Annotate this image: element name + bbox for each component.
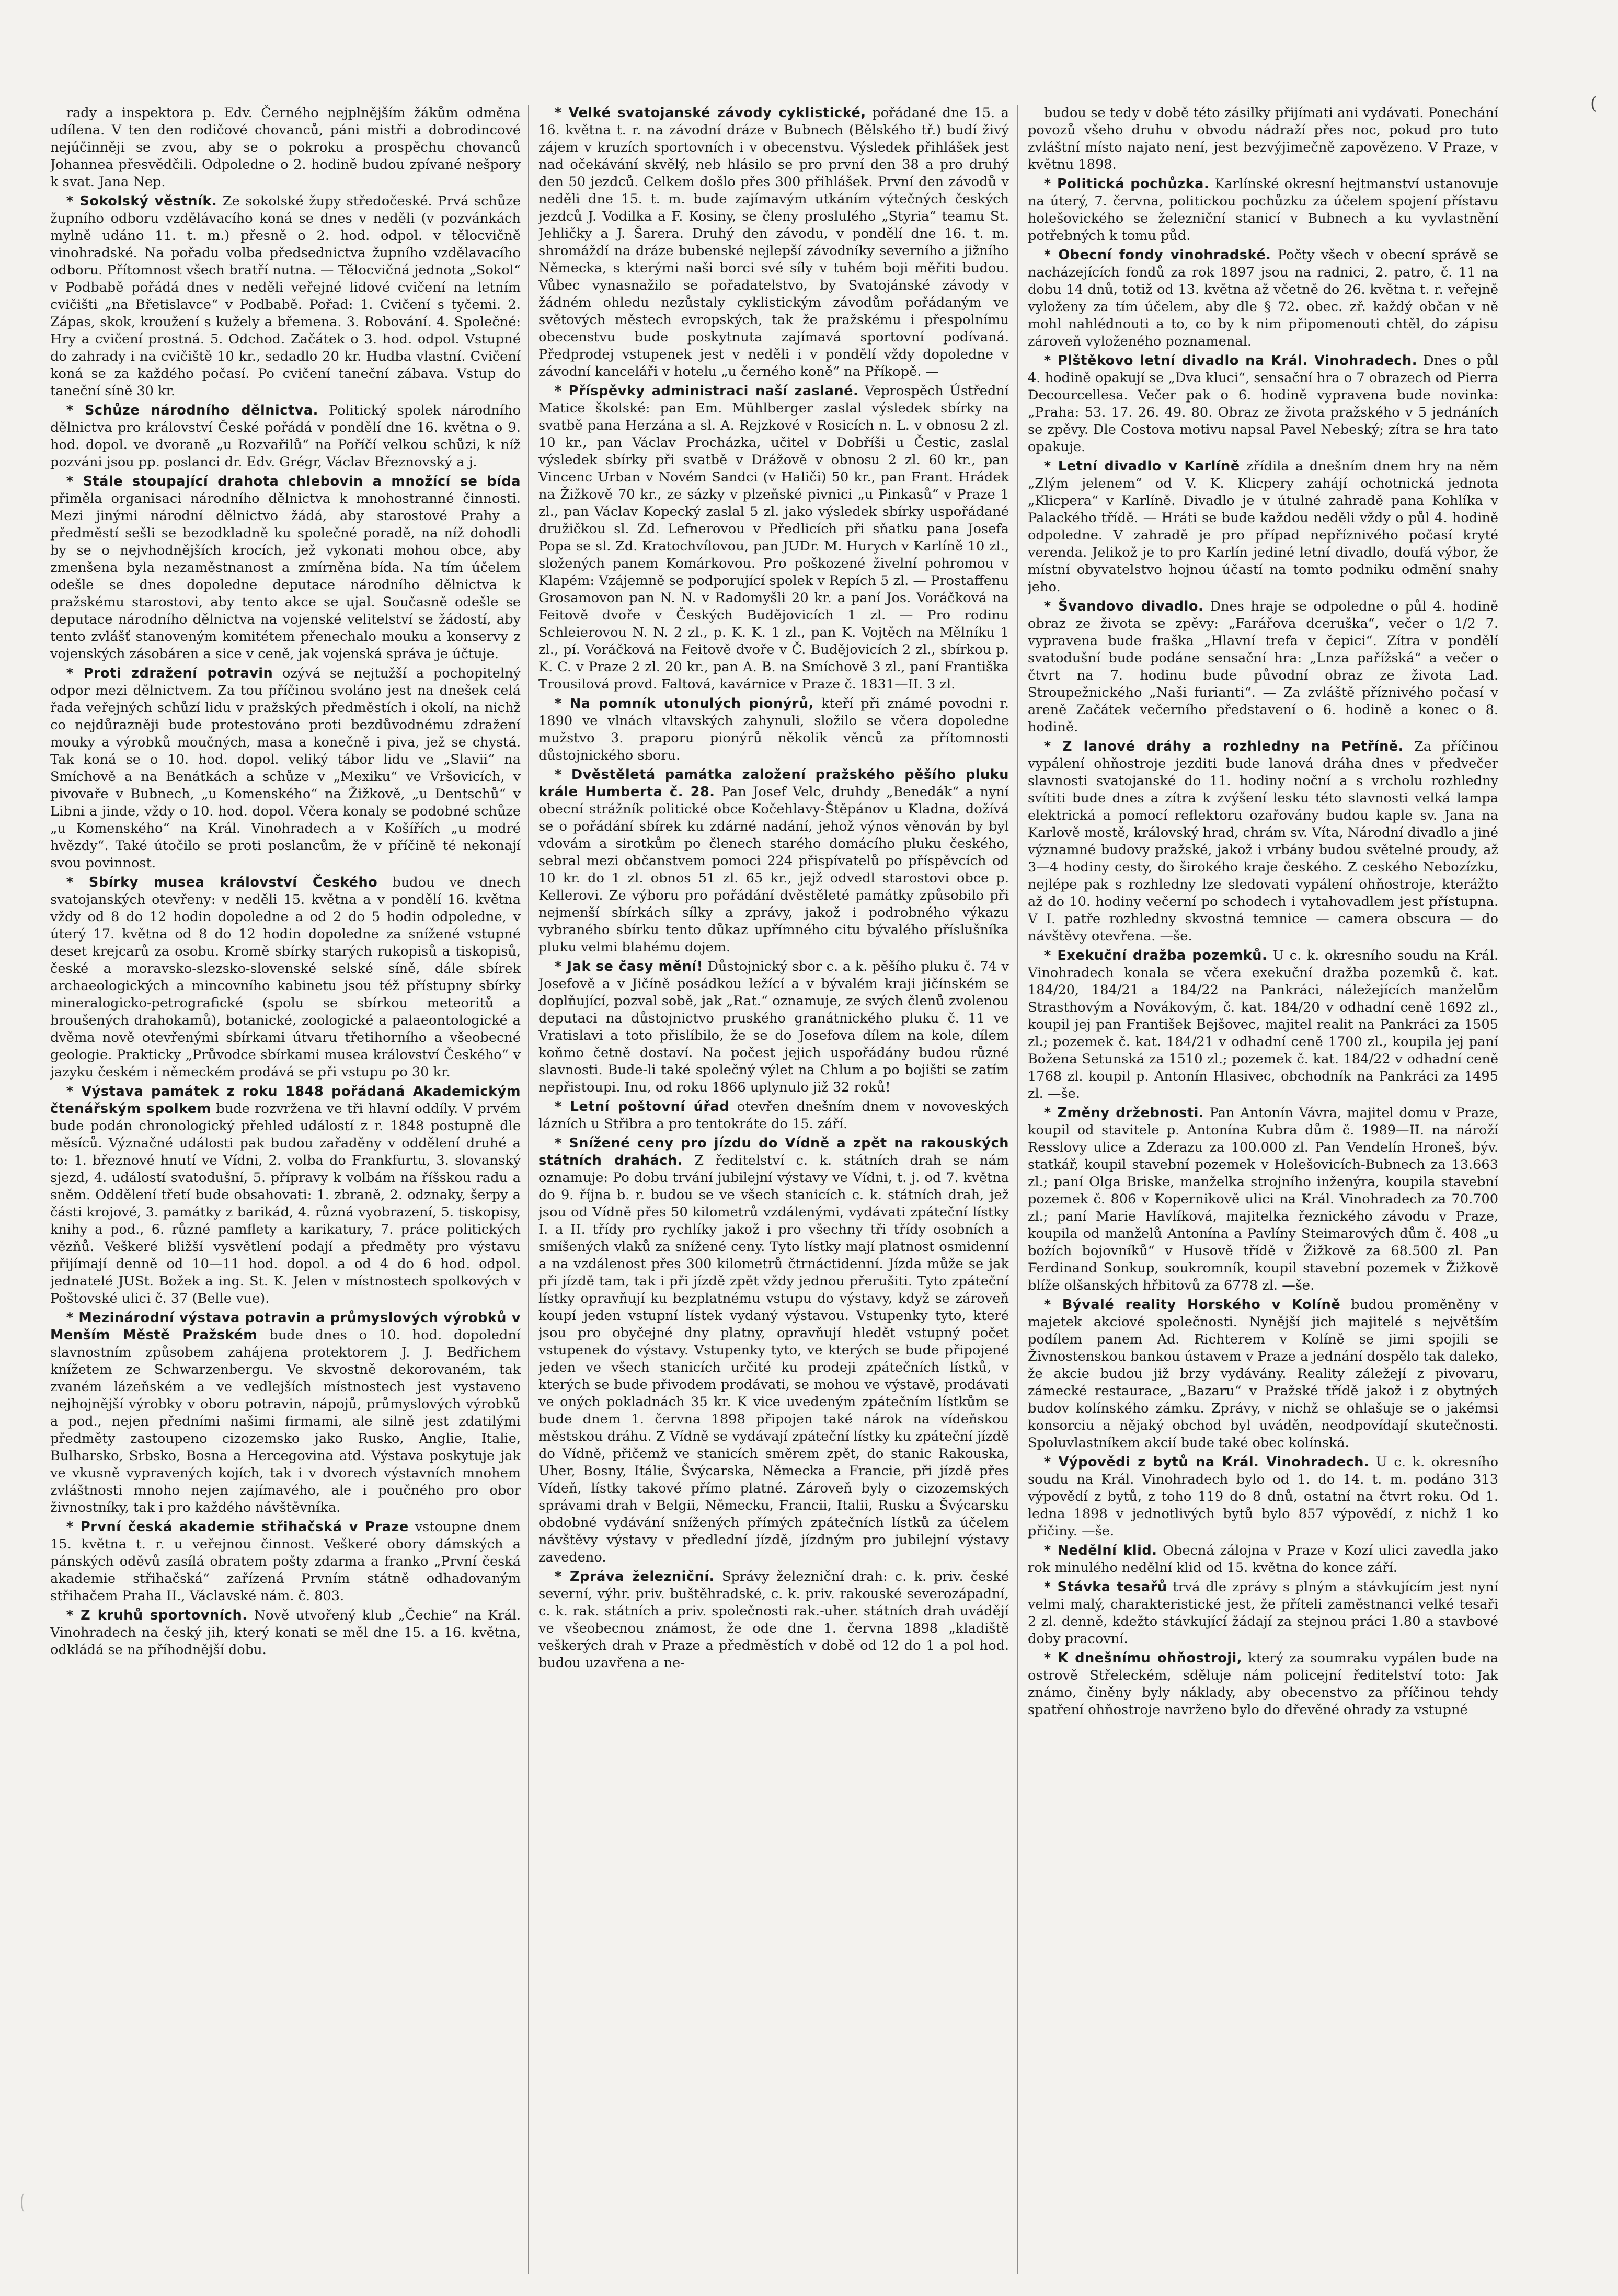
column-middle [538,105,1009,2274]
article-body: Dnes hraje se odpoledne o půl 4. hodině obraz ze života se zpěvy: „Farářova dceruška“, večer o 1/2 7. vypravena bude fraška „Hlavní trefa v čepici“. Zítra v pondělí svatodušní bude podáne sensační hra: „Lnza pařížská“ a večer o čtvrt na 7. hodinu bude původní obraz ze života Lad. Stroupežnického „Naši furianti“. — Za zvláště příznivého počasí v areně Začátek večerního představení o 6. hodině a konec o 8. hodině. [1028,599,1498,735]
article-headline: * Výstava památek z roku 1848 pořádaná Akademickým čtenářským spolkem [50,1084,521,1117]
article-paragraph [1028,1542,1498,1577]
article-body: který za soumraku vypálen bude na ostrově Střeleckém, sděluje nám policejní ředitelství toto: Jak známo, činěny byly náklady, aby obecenstvo za příčinou tehdy spatření ohňostroje navrženo bylo do dřevěné ohrady za vstupné [1028,1650,1498,1718]
article-headline: * K dnešnímu ohňostroji, [1043,1650,1242,1666]
article [1028,947,1498,1103]
article [538,1098,1009,1133]
article-headline: * Sokolský věstník. [66,193,217,209]
article-body: Důstojnický sbor c. a k. pěšího pluku č. 74 v Josefově a v Jičíně posádkou ležící a v bývalém kraji jičínském se doplňující, pozval sobě, jak „Rat.“ oznamuje, ze svých členů zvolenou deputaci na důstojnictvo pruského granátnického pluku č. 11 ve Vratislavi a toto přislíbilo, že se do Josefova dílem na kole, dílem koňmo četně dostaví. Na počest jejich uspořádány budou různé slavnosti. Bude-li také společný výlet na Chlum a po bojišti se zatím nepřistoupi. Inu, od roku 1866 uplynulo již 32 roků! [538,959,1009,1095]
article-headline: * První česká akademie střihačská v Praze [66,1519,409,1535]
article-paragraph [1028,458,1498,596]
article-paragraph [1028,105,1498,174]
article [1028,1296,1498,1452]
article-headline: * Velké svatojanské závody cyklistické, [554,105,866,121]
article-paragraph [538,1568,1009,1672]
binding-edge-mark [21,2193,28,2212]
article-body: budou proměněny v majetek akciové společnosti. Nynější jich majitelé s největším podílem panem Ad. Richterem v Kolíně se jimi spojili se Živnostenskou bankou ústavem v Praze a jednání dospělo tak daleko, že akcie budou již brzy vydávány. Reality záležejí z pivovaru, zámecké restaurace, „Bazaru“ v Pražské třídě jakož i z obytných budov kolínského zámku. Zprávy, v nichž se ohlašuje se o jakémsi konsorciu a nějaký obchod byl uváděn, neodpovídají skutečnosti. Spoluvlastníkem akcií bude také obec kolínská. [1028,1297,1498,1451]
article-paragraph [50,874,521,1081]
article-body: U c. k. okresního soudu na Král. Vinohradech konala se včera exekuční dražba pozemků č. kat. 184/20, 184/21 a 184/22 na Pankráci, náležejících manželům Strasthovým a Novákovým, č. kat. 184/20 v odhadní ceně 1692 zl., koupil jej pan František Bejšovec, majitel realit na Pankráci za 1505 zl.; pozemek č. kat. 184/21 v odhadní ceně 1700 zl., koupila jej paní Božena Setunská za 1510 zl.; pozemek č. kat. 184/22 v odhadní ceně 1768 zl. koupil p. Antonín Hlasivec, obchodník na Pankráci za 1495 zl. —še. [1028,948,1498,1101]
article [1028,352,1498,456]
article-body: kteří při známé povodni r. 1890 ve vlnách vltavských zahynuli, složilo se včera dopoledne mužstvo 3. praporu pionýrů několik věnců za přítomnosti důstojnického sboru. [538,696,1009,763]
article-body: Ze sokolské župy středočeské. Prvá schůze župního odboru vzdělávacího koná se dnes v neděli (v pozvánkách mylně udáno 11. t. m.) přesně o 2. hod. odpol. v tělocvičně vinohradské. Na pořadu volba předsednictva župního vzdělavacího odboru. Přítomnost všech bratří nutna. — Tělocvičná jednota „Sokol“ v Podbabě pořádá dnes v neděli veřejné lidové cvičení na letním cvičišti „na Břetislavce“ v Podbabě. Pořad: 1. Cvičení s tyčemi. 2. Zápas, skok, kroužení s kužely a břemena. 3. Robování. 4. Společné: Hry a cvičení prostná. 5. Odchod. Začátek o 3. hod. odpol. Vstupné do zahrady i na cvičiště 10 kr., sedadlo 20 kr. Hudba vlastní. Cvičení koná se za každého počasí. Po cvičení taneční zábava. Vstup do taneční síně 30 kr. [50,193,521,399]
article-headline: * Proti zdražení potravin [66,665,273,681]
article-headline: * Dvěstěletá památka založení pražského pěšího pluku krále Humberta č. 28. [538,767,1009,800]
article [1028,105,1498,174]
article [50,193,521,400]
article-paragraph [1028,1579,1498,1648]
article-headline: * Sbírky musea království Českého [66,875,378,890]
article-body: budou ve dnech svatojanských otevřeny: v neděli 15. května a v pondělí 16. května vždy od 8 do 12 hodin dopoledne a od 2 do 5 hodin odpoledne, v úterý 17. května od 8 do 12 hodin dopoledne za snížené vstupné deset krejcarů za osobu. Kromě sbírky starých rukopisů a tiskopisů, české a moravsko-slezsko-slovenské selské síně, dále sbírek archaeologických a mincovního kabinetu jsou též přístupny sbírky mineralogicko-petrografické (spolu se sbírkou meteoritů a broušených drahokamů), botanické, zoologické a palaeontologické a dvěma nově otevřenými sbírkami útvaru třetihorního a všeobecné geologie. Prakticky „Průvodce sbírkami musea království Českého“ v jazyku českém i německém prodává se při vstupu po 30 kr. [50,875,521,1080]
article-headline: * Letní poštovní úřad [554,1099,730,1115]
article-paragraph [538,695,1009,764]
article-paragraph [1028,1296,1498,1452]
article [538,766,1009,956]
column-left [50,105,521,2274]
article-headline: * Politická pochůzka. [1043,176,1210,192]
article-paragraph [1028,947,1498,1103]
article [50,473,521,663]
article-paragraph [538,766,1009,956]
article-body: Veprospěch Ústřední Matice školské: pan Em. Mühlberger zaslal výsledek sbírky na svatbě pana Herzána a sl. A. Rejzkové v Rosicích n. L. v obnosu 2 zl. 10 kr., pan Václav Procházka, učitel v Dobříši u Čestic, zaslal výsledek sbírky při svatbě v Drážově v obnosu 2 zl. 60 kr., pan Vincenc Urban v Novém Sandci (v Haliči) 50 kr., pan Frant. Hrádek na Žižkově 70 kr., ze sázky v plzeňské pivnici „u Pinkasů“ v Praze 1 zl., pan Václav Kopecký zaslal 5 zl. jako výsledek sbírky uspořádané družičkou sl. Zd. Lefnerovou v Předlicích při sňatku pana Josefa Popa se sl. Zd. Kratochvílovou, pan JUDr. M. Hurych v Karlíně 10 zl., složených panem Komárkovou. Pro poškozené živelní pohromou v Klapém: Vzájemně se podporující spolek v Repích 5 zl. — Prostaffenu Grosamovon pan N. N. v Radomyšli 20 kr. a paní Jos. Voráčková na Feitově dvoře v Českých Budějovicích 1 zl. — Pro rodinu Schleierovou N. N. 2 zl., p. K. K. 1 zl., pan K. Vojtěch na Mělníku 1 zl., pí. Voráčková na Feitově dvoře v Č. Budějovicích 2 zl., sbírkou p. K. C. v Praze 2 zl. 20 kr., pan A. B. na Smíchově 3 zl., paní Františka Trousilová provd. Faltová, kavárnice v Praze č. 1831—II. 3 zl. [538,383,1009,692]
article-headline: * Jak se časy mění! [554,959,703,974]
article-body: zřídila a dnešním dnem hry na něm „Zlým jelenem“ od V. K. Klicpery zahájí ochotnická jednota „Klicpera“ v Karlíně. Divadlo je v útulné zahradě pana Kohlíka v Palackého třídě. — Hráti se bude každou neděli vždy o půl 4. hodině odpoledne. V zahradě je pro případ nepříznivého počasí kryté verenda. Jelikož je to pro Karlín jediné letní divadlo, doufá výbor, že místní obyvatelstvo hojnou účastí na tomto podniku odmění snahy jeho. [1028,458,1498,595]
article-body: Karlínské okresní hejtmanství ustanovuje na úterý, 7. června, politickou pochůzku za účelem spojení přístavu holešovického se železniční stanicí v Bubnech a ku vyvlastnění potřebných k tomu půd. [1028,176,1498,244]
article [1028,1650,1498,1719]
article-paragraph [538,1135,1009,1566]
article [1028,1579,1498,1648]
article [50,1519,521,1605]
article-paragraph [50,402,521,471]
article-body: vstoupne dnem 15. května t. r. u veřejnou činnost. Veškeré obory dámských a pánských oděvů zasílá obratem pošty zdarma a franko „První česká akademie střihačská“ zařízená Prvním státně odhadovaným střihačem Praha II., Václavské nám. č. 803. [50,1519,521,1604]
article-body: ozývá se nejtužší a pochopitelný odpor mezi dělnictvem. Za tou příčinou svoláno jest na dnešek celá řada veřejných schůzí lidu v pražských předměstích i okolí, na nichž co nejdůrazněji bude protestováno proti bezdůvodnému zdražení mouky a výrobků moučných, masa a konečně i piva, jež se chystá. Tak koná se o 10. hod. dopol. veliký tábor lidu ve „Slavii“ na Smíchově a na Benátkách a schůze v „Mexiku“ ve Vršovicích, v pivovaře v Bubnech, „u Komenského“ na Žižkově, „u Dentschů“ v Libni a jinde, vždy o 10. hod. dopol. Včera konaly se podobné schůze „u Komenského“ na Král. Vinohradech a v Košířích „u modré hvězdy“. Také útočilo se proti poslancům, že v příčině té nekonají svou povinnost. [50,665,521,871]
column-rule [1017,105,1018,2274]
column-right [1028,105,1498,2274]
article-paragraph [50,1607,521,1659]
article-paragraph [1028,1650,1498,1719]
article-body: Dnes o půl 4. hodině opakují se „Dva kluci“, sensační hra o 7 obrazech od Pierra Decourcellesa. Večer pak o 6. hodině vypravena bude novinka: „Praha: 53. 17. 26. 49. 80. Obraz ze života pražského v 5 jednáních se zpěvy. Dle Costova motivu napsal Pavel Nebeský; zítra se hra tato opakuje. [1028,353,1498,455]
article-paragraph [1028,738,1498,945]
article [538,1568,1009,1672]
article-headline: * Švandovo divadlo. [1043,599,1204,614]
article-body: Pan Antonín Vávra, majitel domu v Praze, koupil od stavitele p. Antonína Kubra dům č. 1989—II. na nároží Resslovy ulice a Zderazu za 100.000 zl. Pan Vendelín Hroneš, býv. statkář, koupil stavební pozemek v Holešovicích-Bubnech za 13.663 zl.; paní Olga Briske, manželka strojního inženýra, koupila stavební pozemek č. 806 v Kopernikově ulici na Král. Vinohradech za 70.700 zl.; paní Marie Havlíková, majitelka řeznického závodu v Praze, koupila od manželů Antonína a Pavlíny Steimarových dům č. 408 „u bożích bojovníků“ v Husově třídě v Žižkově za 68.500 zl. Pan Ferdinand Sonkup, soukromník, koupil stavební pozemek v Žižkově blíže olšanských hřbitovů za 6778 zl. —še. [1028,1105,1498,1293]
article-body: trvá dle zprávy s plným a stávkujícím jest nyní velmi malý, charakteristické jest, že příteli zaměstnanci velké tesaři 2 zl. denně, kdežto stávkující žádají za stejnou práci 1.80 a stavbové doby pracovní. [1028,1579,1498,1647]
article-headline: * Změny držebnosti. [1043,1105,1204,1121]
article-body: Nově utvořený klub „Čechie“ na Král. Vinohradech na český jih, který konati se měl dne 15. a 16. května, odkládá se na příhodnější dobu. [50,1608,521,1658]
article-paragraph [1028,247,1498,350]
article-paragraph [50,665,521,872]
column-rule [528,105,529,2274]
article [50,1607,521,1659]
article-headline: * Exekuční dražba pozemků. [1043,948,1268,963]
article-headline: * Z lanové dráhy a rozhledny na Petříně. [1043,739,1404,754]
article [1028,1542,1498,1577]
article-paragraph [50,1310,521,1517]
article-headline: * Příspěvky administraci naší zaslané. [554,383,859,399]
article [538,958,1009,1096]
article-paragraph [50,105,521,191]
article [1028,458,1498,596]
article-paragraph [538,105,1009,381]
article-headline: * Letní divadlo v Karlíně [1043,458,1240,474]
article-body: pořádané dne 15. a 16. května t. r. na závodní dráze v Bubnech (Bělského tř.) budí živý zájem v kruzích sportovních i v obecenstvu. Výsledek přihlášek jest nad očekávání skvělý, neb hlásilo se pro první den 38 a pro druhý den 50 jezdců. Celkem došlo přes 300 přihlášek. První den závodů v neděli dne 15. t. m. bude zajímavým utkáním výtečných českých jezdců J. Vodilka a F. Kosiny, se členy proslulého „Styria“ teamu St. Jehličky a J. Šarera. Druhý den závodu, v pondělí dne 16. t. m. shromáždí na dráze bubenské nejlepší závodníky severního a jižního Německa, s kterými naši borci své síly v tuhém boji měřiti budou. Vůbec vynasnažilo se pořadatelstvo, by Svatojánské závody v žádném ohledu nezůstaly cyklistickým závodům pořádaným ve světových městech evropských, tak že pražskému i přespolnímu obecenstvu bude poskytnuta zajímavá sportovní podívaná. Předprodej vstupenek jest v neděli i v pondělí vždy dopoledne v závodní kanceláři v hotelu „u černého koně“ na Příkopě. — [538,105,1009,380]
article-body: Politický spolek národního dělnictva pro království České pořádá v pondělí dne 16. května o 9. hod. dopol. ve dvoraně „u Rozvařilů“ na Poříčí velkou schůzi, k níž pozváni jsou pp. poslanci dr. Edv. Grégr, Václav Březnovský a j. [50,403,521,470]
article-headline: * Snížené ceny pro jízdu do Vídně a zpět na rakouských státních drahách. [538,1135,1009,1168]
article [50,402,521,471]
article [1028,598,1498,736]
article [1028,738,1498,945]
article [538,383,1009,693]
article-body: přiměla organisaci národního dělnictva k mnohostranné činnosti. Mezi jinými národní dělnictvo žádá, aby starostové Prahy a předměstí sešli se bezodkladně ku společné poradě, na níž dohodli by se o nejvhodnějších krocích, jež vykonati mohou obce, aby zmenšena byla nezaměstnanost a zmírněna bída. Na tím účelem odešle se dnes dopoledne deputace národního dělnictva k pražskému starostovi, aby tento akce se ujal. Současně odešle se deputace národního dělnictva na vojenské velitelství se žádostí, aby tento zvlášť stanoveným komitétem přenechalo mouku a konservy z vojenských zásobáren a sice v ceně, jak vojenská správa je účtuje. [50,491,521,662]
article-body: otevřen dnešním dnem v novoveských lázních u Střibra a pro tentokráte do 15. září. [538,1099,1009,1132]
article [1028,176,1498,245]
article-paragraph [1028,352,1498,456]
article-paragraph [538,958,1009,1096]
scan-corner-mark: ( [1590,93,1598,114]
article-paragraph [1028,1105,1498,1294]
article-headline: * Stále stoupající drahota chlebovin a množící se bída [66,474,521,489]
article [538,1135,1009,1566]
article-headline: * Z kruhů sportovních. [66,1608,248,1623]
article-body: Správy železniční drah: c. k. priv. české severní, výhr. priv. buštěhradské, c. k. priv. rakouské severozápadní, c. k. rak. státních a priv. společnosti rak.-uher. státních drah uvádějí ve všeobecnou známost, že ode dne 1. června 1898 „kladiště veškerých drah v Praze a předměstích v době od 12 do 1 a pol hod. budou uzavřena a ne- [538,1569,1009,1671]
article-paragraph [1028,176,1498,245]
article-body: Z ředitelství c. k. státních drah se nám oznamuje: Po dobu trvání jubilejní výstavy ve Vídni, t. j. od 7. května do 9. října b. r. budou se ve všech stanicích c. k. státních drah, jež jsou od Vídně přes 50 kilometrů vzdálenými, vydávati zpáteční lístky I. a II. třídy pro rychlíky jakož i pro všechny tři třídy osobních a smíšených vlaků za snížené ceny. Tyto lístky mají platnost osmidenní a na vzdálenost přes 300 kilometrů čtrnáctidenní. Jízda může se jak při jízdě tam, tak i při jízdě zpět vždy jednou přerušiti. Tyto zpáteční lístky opravňují ku bezplatnému vstupu do výstavy, když se zároveň koupí jeden vstupní lístek vydaný výstavou. Vstupenky tyto, které jsou pro obyčejné dny platny, opravňují hledět vstupný počet vstupenek do výstavy. Vstupenky tyto, ve kterých se bude připojené jeden ve všech stanicích určité ku prodeji zpátečních lístků, v kterých se bude přivodem prodávati, se mohou ve výstavě, prodávati ve oných pokladnách 35 kr. K vice uvedeným zpátečním lístkům se bude dnem 1. června 1898 připojen také nárok na vídeňskou městskou dráhu. Z Vídně se vydávají zpáteční lístky ku zpáteční jízdě do Vídně, přičemž ve stanicích směrem zpět, do stanic Rakouska, Uher, Bosny, Itálie, Švýcarska, Německa a Francie, při jízdě přes Vídeň, lístky takové přímo platné. Zároveň byly o cizozemských správami drah v Belgii, Německu, Francii, Italii, Rusku a Švýcarsku obdobné vydávání snížených přímých zpátečních lístků za účelem návštěvy výstavy v předlední jízdě, jízdným pro jubilejní výstavy zavedeno. [538,1153,1009,1565]
article [538,695,1009,764]
article [50,1310,521,1517]
article-headline: * Bývalé reality Horského v Kolíně [1043,1297,1341,1313]
article [1028,247,1498,350]
article-body: rady a inspektora p. Edv. Černého nejplnějším žákům odměna udílena. V ten den rodičové chovanců, páni mistři a dobrodincové nejúčinněji se zvou, aby se o pokroku a prospěchu chovanců Johannea přesvědčili. Odpoledne o 2. hodině budou zpívané nešpory k svat. Jana Nep. [50,105,521,190]
article-headline: * Plštěkovo letní divadlo na Král. Vinohradech. [1043,353,1417,369]
article-paragraph [50,1083,521,1307]
article [50,665,521,872]
article-body: U c. k. okresního soudu na Král. Vinohradech bylo od 1. do 14. t. m. podáno 313 výpovědí z bytů, z toho 119 do 8 dnů, ostatní na čtvrt roku. Od 1. ledna 1898 v jednotlivých bytů bylo 857 výpovědí, z nichž 1 ko přičiny. —še. [1028,1454,1498,1539]
article-paragraph [50,1519,521,1605]
article [50,1083,521,1307]
article-headline: * Stávka tesařů [1043,1579,1167,1595]
article-headline: * Obecní fondy vinohradské. [1043,247,1271,263]
article-body: Za příčinou vypálení ohňostroje jezditi bude lanová dráha dnes v předvečer slavnosti svatojanské do 11. hodiny noční a s vrcholu rozhledny svítiti bude dnes a zítra k zvýšení lesku této slavnosti velká lampa elektrická a pomocí reflektoru ozařovány budou kaple sv. Jana na Karlově mostě, královský hrad, chrám sv. Víta, Národní divadlo a jiné významné budovy pražské, jakož i vrbány budou světelné proudy, až 3—4 hodiny cesty, do širokého kraje českého. Z ceského Nebozízku, nejlépe pak s rozhledny lze sledovati vypálení ohňostroje, kterážto až do 10. hodiny večerní po schodech i vytahovadlem jest přístupna. V I. patře rozhledny skvostná temnice — camera obscura — do návštěvy otevřena. —še. [1028,739,1498,944]
article-paragraph [50,473,521,663]
article-paragraph [50,193,521,400]
article-paragraph [538,383,1009,693]
article-body: Obecná zálojna v Praze v Kozí ulici zavedla jako rok minulého nedělní klid od 15. května do konce září. [1028,1543,1498,1576]
article-paragraph [1028,1454,1498,1540]
article [50,105,521,191]
article-body: Pan Josef Velc, druhdy „Benedák“ a nyní obecní strážník politické obce Kočehlavy-Štěpánov u Kladna, dožívá se o pořádání sbírek ku zdárné nadání, jehož výnos věnován by byl vdovám a sirotkům po členech starého domácího pluku českého, sebral mezi občanstvem pomoci 224 přispívatelů po příspěvcích od 10 kr. do 1 zl. obnos 51 zl. 65 kr., jejž odvedl starostovi obce p. Kellerovi. Ze výboru pro pořádání dvěstěleté památky způsobilo při nejmenší sbírkách sílky a zprávy, jakož i podrobného výkazu vybraného sbírku tento důkaz upřímného citu bývalého příslušníka pluku velmi blahému dojem. [538,784,1009,955]
article-paragraph [538,1098,1009,1133]
article-headline: * Nedělní klid. [1043,1543,1157,1558]
article [538,105,1009,381]
article-paragraph [1028,598,1498,736]
article-body: bude rozvržena ve tři hlavní oddíly. V prvém bude podán chronologický přehled událostí z r. 1848 postupně dle měsíců. Význačné události pak budou zařaděny v oddělení druhé a to: 1. březnové hnutí ve Vídni, 2. volba do Frankfurtu, 3. slovanský sjezd, 4. událostí svatodušní, 5. přípravy k volbám na říšskou radu a sněm. Oddělení třetí bude obsahovati: 1. zbraně, 2. odznaky, šerpy a části krojové, 3. památky z barikád, 4. různá vyobrazení, 5. tiskopisy, knihy a pod., 6. různé pamflety a karikatury, 7. práce politických vězňů. Veškeré bližší vysvětlení podají a předměty pro výstavu přijímají denně od 10—11 hod. dopol. a od 4 do 6 hod. odpol. jednatelé JUSt. Božek a ing. St. K. Jelen v místnostech spolkových v Poštovské ulici č. 37 (Belle vue). [50,1101,521,1306]
article-body: Počty všech v obecní správě se nacházejících fondů za rok 1897 jsou na radnici, 2. patro, č. 11 na dobu 14 dnů, totiž od 13. května až včetně do 26. května t. r. veřejně vyloženy za tím účelem, aby dle § 72. obec. zř. každý občan v ně mohl nahlédnouti a to, co by k nim připomenouti chtěl, do zápisu zároveň vyloženého poznamenal. [1028,247,1498,349]
article-headline: * Výpovědi z bytů na Král. Vinohradech. [1043,1454,1370,1470]
article-headline: * Schůze národního dělnictva. [66,403,318,418]
article-headline: * Zpráva železniční. [554,1569,715,1585]
article-body: budou se tedy v době této zásilky přijímati ani vydávati. Ponechání povozů všeho druhu v obvodu nádraží přes noc, pokud pro tuto zvláštní místo najato není, jest bezvýjimečně zapovězeno. V Praze, v květnu 1898. [1028,105,1498,173]
article-body: bude dnes o 10. hod. dopolední slavnostním způsobem zahájena protektorem J. J. Bedřichem knížetem ze Schwarzenbergu. Ve skvostně dekorovaném, tak zvaném lázeňském a ve vedlejších místnostech jest vystaveno nejhojnější výrobky v oboru potravin, nápojů, průmyslových výrobků a pod., nejen předními našimi firmami, ale silně jest zdatilými předměty zastoupeno cizozemsko jako Rusko, Anglie, Italie, Bulharsko, Srbsko, Bosna a Hercegovina atd. Výstava poskytuje jak ve vkusně vypravených kojích, tak i v dvorech výstavních mnohem zvláštnosti mnoho nejen zajímavého, ale i poučného pro obor živnostníky, tak i pro každého návštěvníka. [50,1327,521,1516]
article-headline: * Na pomník utonulých pionýrů, [554,696,814,711]
article-headline: * Mezinárodní výstava potravin a průmyslových výrobků v Menším Městě Pražském [50,1310,521,1343]
article [1028,1105,1498,1294]
article [1028,1454,1498,1540]
article [50,874,521,1081]
